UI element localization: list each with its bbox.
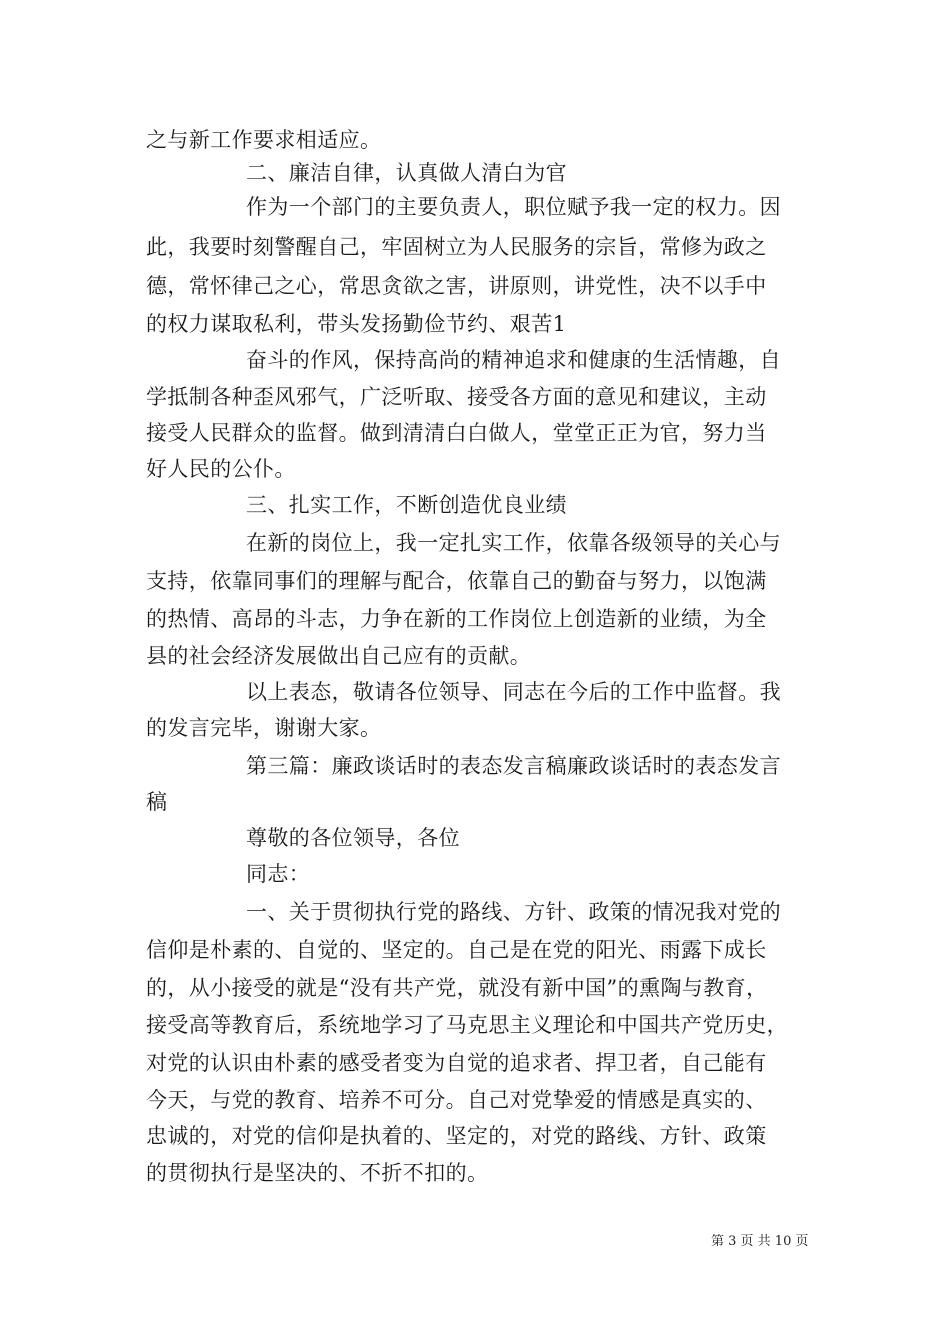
page-number-footer: 第 3 页 共 10 页 [711, 1234, 809, 1249]
text-line: 信仰是朴素的、自觉的、坚定的。自己是在党的阳光、雨露下成长 [146, 938, 767, 962]
text-line: 的权力谋取私利，带头发扬勤俭节约、艰苦1 [146, 312, 567, 336]
text-line: 的发言完毕，谢谢大家。 [146, 716, 382, 740]
section-heading: 二、廉洁自律，认真做人清白为官 [246, 161, 567, 185]
text-line: 在新的岗位上，我一定扎实工作，依靠各级领导的关心与 [246, 531, 781, 555]
text-line: 好人民的公仆。 [146, 457, 296, 481]
chapter-title: 稿 [146, 790, 168, 814]
text-line: 学抵制各种歪风邪气，广泛听取、接受各方面的意见和建议，主动 [146, 385, 767, 409]
text-line: 之与新工作要求相适应。 [146, 128, 382, 152]
text-line: 对党的认识由朴素的感受者变为自觉的追求者、捍卫者，自己能有 [146, 1051, 767, 1075]
text-line: 作为一个部门的主要负责人，职位赋予我一定的权力。因 [246, 195, 781, 219]
text-line: 支持，依靠同事们的理解与配合，依靠自己的勤奋与努力，以饱满 [146, 569, 767, 593]
chapter-title: 第三篇：廉政谈话时的表态发言稿廉政谈话时的表态发言 [246, 754, 781, 778]
text-line: 今天，与党的教育、培养不可分。自己对党挚爱的情感是真实的、 [146, 1088, 767, 1112]
text-line: 的贯彻执行是坚决的、不折不扣的。 [146, 1161, 489, 1185]
text-line: 忠诚的，对党的信仰是执着的、坚定的，对党的路线、方针、政策 [146, 1124, 767, 1148]
text-line: 一、关于贯彻执行党的路线、方针、政策的情况我对党的 [246, 900, 781, 924]
text-line: 县的社会经济发展做出自己应有的贡献。 [146, 644, 532, 668]
text-line: 的热情、高昂的斗志，力争在新的工作岗位上创造新的业绩，为全 [146, 607, 767, 631]
text-line: 此，我要时刻警醒自己，牢固树立为人民服务的宗旨，常修为政之 [146, 235, 767, 259]
text-line: 以上表态，敬请各位领导、同志在今后的工作中监督。我 [246, 680, 781, 704]
text-line: 的，从小接受的就是“没有共产党，就没有新中国”的熏陶与教育， [146, 976, 768, 1000]
salutation: 尊敬的各位领导，各位 [246, 826, 460, 850]
section-heading: 三、扎实工作，不断创造优良业绩 [246, 493, 567, 517]
text-line: 奋斗的作风，保持高尚的精神追求和健康的生活情趣，自 [246, 348, 781, 372]
salutation: 同志： [246, 862, 311, 886]
text-line: 接受人民群众的监督。做到清清白白做人，堂堂正正为官，努力当 [146, 421, 767, 445]
text-line: 接受高等教育后，系统地学习了马克思主义理论和中国共产党历史， [146, 1013, 788, 1037]
text-line: 德，常怀律己之心，常思贪欲之害，讲原则，讲党性，决不以手中 [146, 274, 767, 298]
